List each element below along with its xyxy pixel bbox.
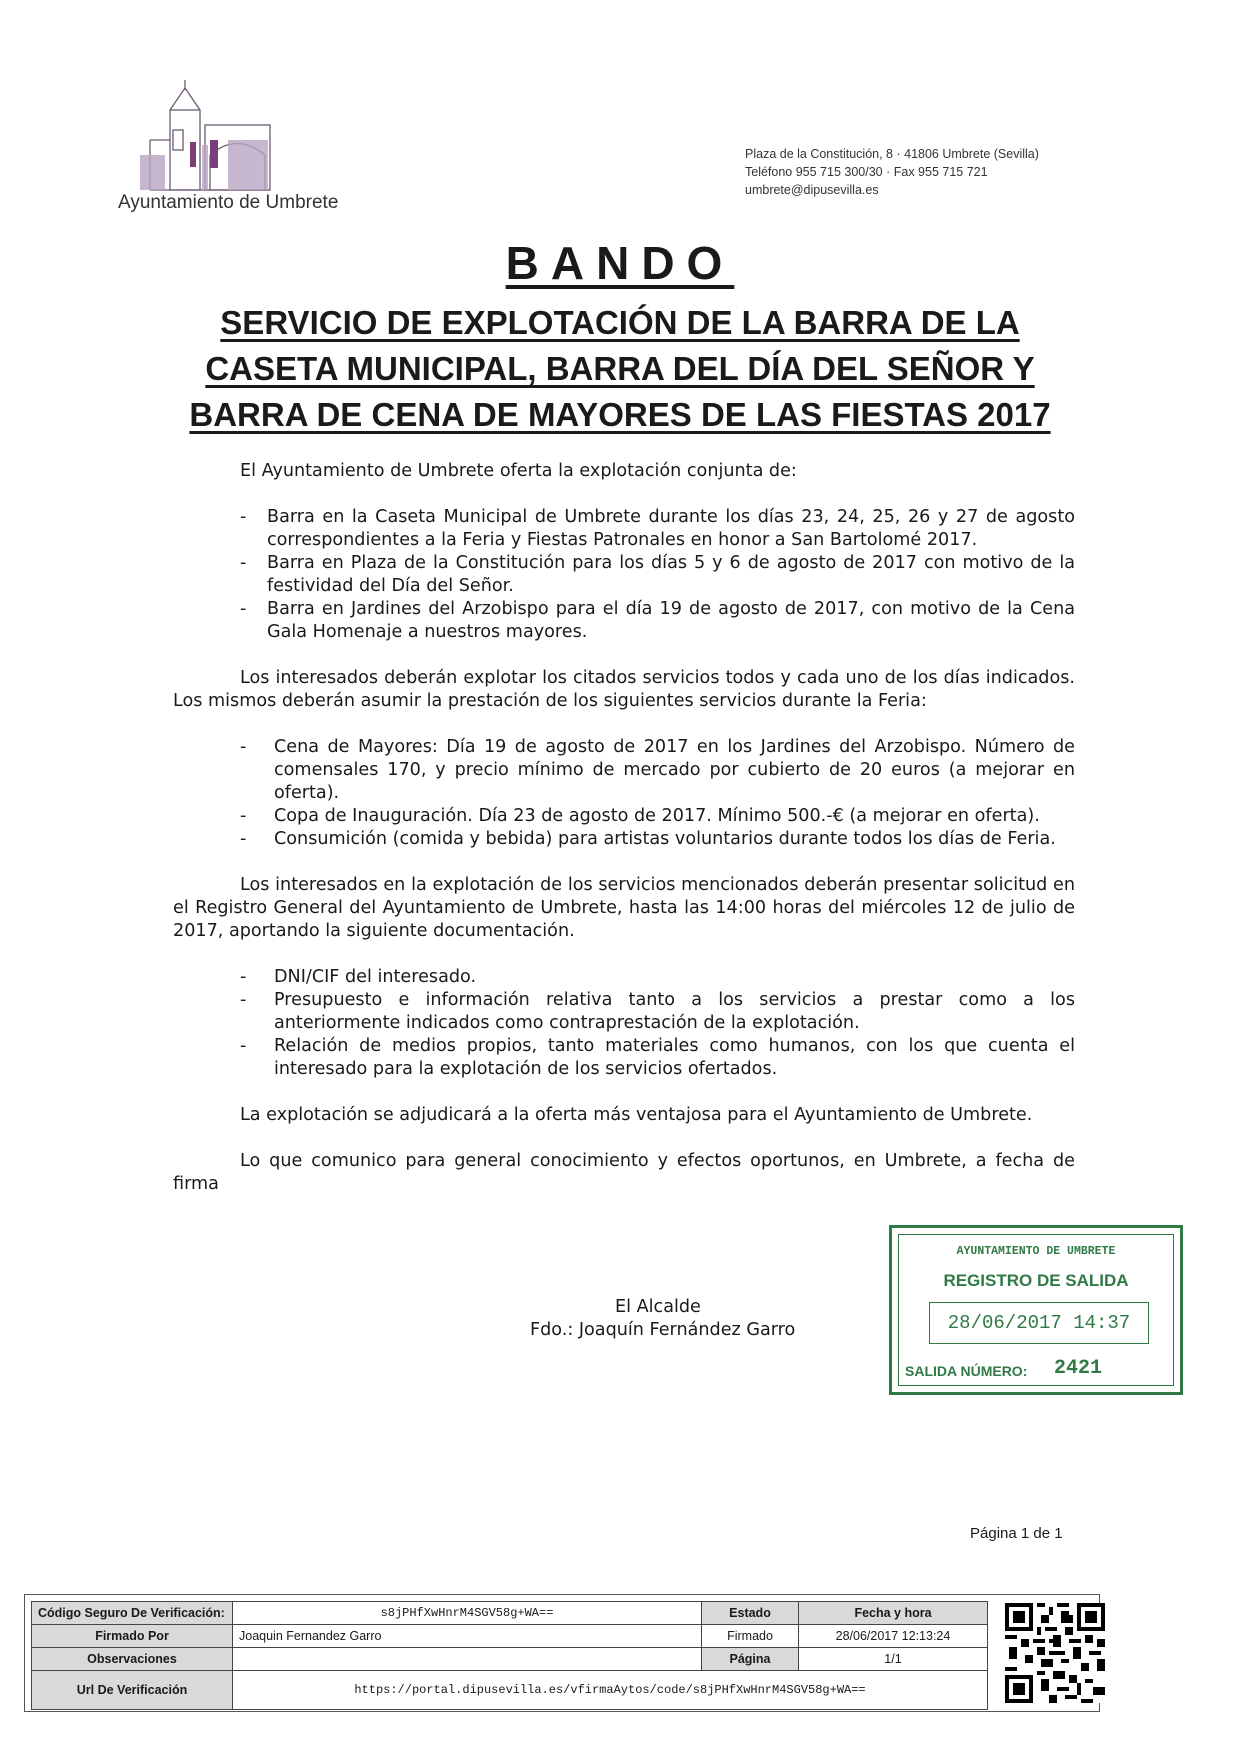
- registry-stamp: [889, 1225, 1183, 1395]
- logo-caption: Ayuntamiento de Umbrete: [118, 192, 339, 213]
- verification-panel: [24, 1594, 1100, 1712]
- stamp-number: 2421: [1054, 1357, 1103, 1380]
- stamp-datetime: 28/06/2017 14:37: [929, 1302, 1149, 1344]
- address-line: Plaza de la Constitución, 8 · 41806 Umbrete (Sevilla): [745, 147, 1039, 161]
- table-row: [32, 1602, 988, 1625]
- estado-value: Firmado: [702, 1625, 799, 1648]
- stamp-number-label: SALIDA NÚMERO:: [905, 1363, 1028, 1379]
- table-row: [32, 1671, 988, 1710]
- application-paragraph: Los interesados en la explotación de los servicios mencionados deberán presentar solicitud en el Registro General del Ayuntamiento de Umbrete, hasta las 14:00 horas del miércoles 12 de julio de 2017, aportando la siguiente documentación.: [173, 875, 1075, 941]
- url-value[interactable]: https://portal.dipusevilla.es/vfirmaAytos/code/s8jPHfXwHnrM4SGV58g+WA==: [233, 1671, 988, 1710]
- pagina-value: 1/1: [799, 1648, 988, 1671]
- obligations-paragraph: Los interesados deberán explotar los citados servicios todos y cada uno de los días indicados. Los mismos deberán asumir la prestación de los siguientes servicios durante la Feria:: [173, 668, 1075, 711]
- list-item: - Relación de medios propios, tanto materiales como humanos, con los que cuenta el interesado para la explotación de los servicios ofertados.: [240, 1035, 1075, 1081]
- verification-table: [31, 1601, 988, 1710]
- award-paragraph: La explotación se adjudicará a la oferta más ventajosa para el Ayuntamiento de Umbrete.: [240, 1105, 1033, 1125]
- intro-paragraph: El Ayuntamiento de Umbrete oferta la explotación conjunta de:: [240, 461, 797, 481]
- list-item: - Cena de Mayores: Día 19 de agosto de 2017 en los Jardines del Arzobispo. Número de comensales 170, y precio mínimo de mercado por cubierto de 20 euros (a mejorar en oferta).: [240, 736, 1075, 805]
- list-item: - Copa de Inauguración. Día 23 de agosto de 2017. Mínimo 500.-€ (a mejorar en oferta).: [240, 805, 1075, 828]
- list-item: - Barra en Jardines del Arzobispo para el día 19 de agosto de 2017, con motivo de la Cena Gala Homenaje a nuestros mayores.: [240, 598, 1075, 644]
- list-item: - Presupuesto e información relativa tanto a los servicios a prestar como a los anteriormente indicados como contraprestación de la explotación.: [240, 989, 1075, 1035]
- fecha-label: Fecha y hora: [799, 1602, 988, 1625]
- url-label: Url De Verificación: [32, 1671, 233, 1710]
- list-item: - Consumición (comida y bebida) para artistas voluntarios durante todos los días de Feria.: [240, 828, 1075, 851]
- stamp-title: REGISTRO DE SALIDA: [943, 1271, 1129, 1290]
- page-number: Página 1 de 1: [970, 1525, 1063, 1542]
- observaciones-label: Observaciones: [32, 1648, 233, 1671]
- municipal-address: [745, 145, 1039, 199]
- estado-label: Estado: [702, 1602, 799, 1625]
- list-item: - DNI/CIF del interesado.: [240, 966, 1075, 989]
- subtitle-line: CASETA MUNICIPAL, BARRA DEL DÍA DEL SEÑOR Y: [205, 350, 1035, 387]
- list-item: - Barra en Plaza de la Constitución para los días 5 y 6 de agosto de 2017 con motivo de la festividad del Día del Señor.: [240, 552, 1075, 598]
- subtitle-line: BARRA DE CENA DE MAYORES DE LAS FIESTAS 2017: [189, 396, 1051, 433]
- qr-code: [1005, 1603, 1105, 1703]
- table-row: [32, 1625, 988, 1648]
- document-title: BANDO: [505, 237, 735, 289]
- fair-services-list: [173, 736, 1075, 851]
- documentation-list: [173, 966, 1075, 1081]
- email-line: umbrete@dipusevilla.es: [745, 183, 879, 197]
- signature-role: El Alcalde: [615, 1297, 701, 1317]
- firmado-por-label: Firmado Por: [32, 1625, 233, 1648]
- phone-line: Teléfono 955 715 300/30 · Fax 955 715 721: [745, 165, 988, 179]
- document-body: [173, 460, 1075, 1196]
- observaciones-value: [233, 1648, 702, 1671]
- closing-paragraph: Lo que comunico para general conocimiento y efectos oportunos, en Umbrete, a fecha de firma: [173, 1151, 1075, 1194]
- stamp-org: AYUNTAMIENTO DE UMBRETE: [956, 1245, 1116, 1258]
- table-row: [32, 1648, 988, 1671]
- document-subtitle: [140, 300, 1100, 438]
- csv-label: Código Seguro De Verificación:: [32, 1602, 233, 1625]
- services-list: [173, 506, 1075, 644]
- pagina-label: Página: [702, 1648, 799, 1671]
- signature-name: Fdo.: Joaquín Fernández Garro: [530, 1320, 796, 1340]
- fecha-value: 28/06/2017 12:13:24: [799, 1625, 988, 1648]
- subtitle-line: SERVICIO DE EXPLOTACIÓN DE LA BARRA DE LA: [220, 304, 1020, 341]
- list-item: - Barra en la Caseta Municipal de Umbrete durante los días 23, 24, 25, 26 y 27 de agosto correspondientes a la Feria y Fiestas Patronales en honor a San Bartolomé 2017.: [240, 506, 1075, 552]
- csv-value: s8jPHfXwHnrM4SGV58g+WA==: [233, 1602, 702, 1625]
- firmado-por-value: Joaquin Fernandez Garro: [233, 1625, 702, 1648]
